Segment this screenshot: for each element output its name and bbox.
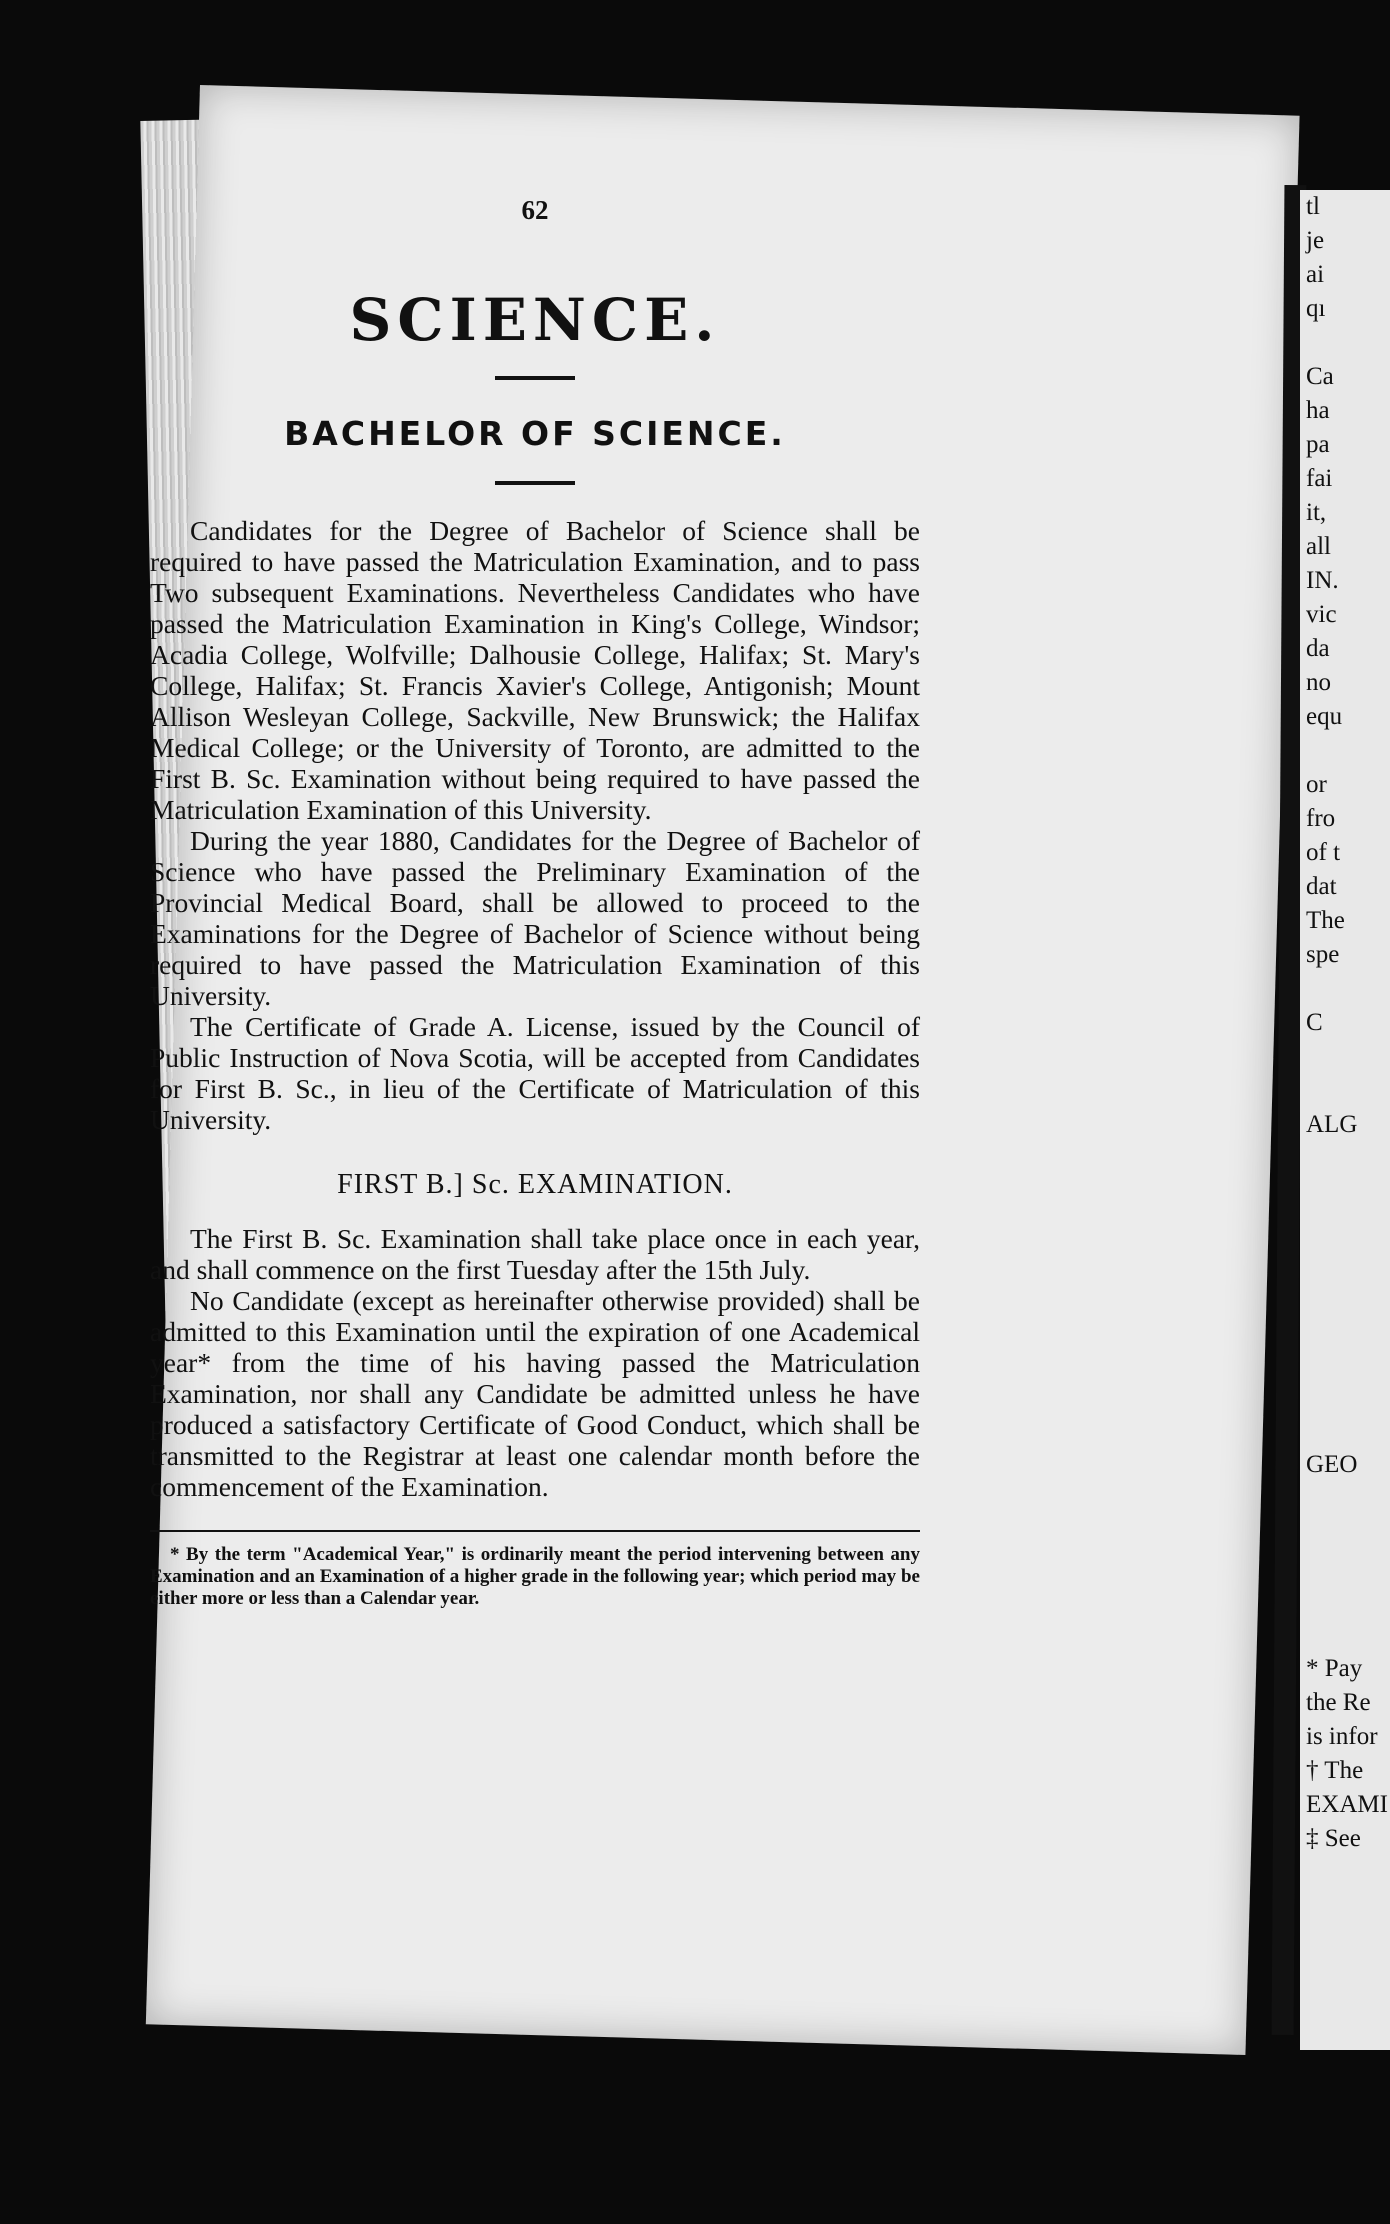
next-page-fragment: spe — [1306, 941, 1340, 968]
paragraph-2: During the year 1880, Candidates for the Degree of Bachelor of Science who have passed the Preliminary Examination of the Provincial Medical Board, shall be allowed to proceed to the Examinations for the Degree of Bachelor of Science without being required to have passed the Matriculation Examination of this University. — [150, 825, 920, 1011]
next-page-fragment: ai — [1306, 261, 1325, 288]
next-page-fragment — [1306, 1516, 1390, 1550]
next-page-fragment: the Re — [1306, 1689, 1371, 1716]
next-page-fragment — [1306, 326, 1390, 360]
next-page-fragment: is infor — [1306, 1723, 1378, 1750]
section-heading: FIRST B.] Sc. EXAMINATION. — [337, 1169, 733, 1200]
page-subtitle: BACHELOR OF SCIENCE. — [284, 414, 786, 453]
page-number: 62 — [521, 195, 549, 225]
next-page-fragment: no — [1306, 669, 1331, 696]
next-page-fragment: The — [1306, 907, 1345, 934]
next-page-fragment — [1306, 1312, 1390, 1346]
next-page-fragment: EXAMI — [1306, 1791, 1388, 1818]
footnote-rule — [150, 1530, 920, 1532]
next-page-fragment: qı — [1306, 295, 1326, 322]
next-page-fragment — [1306, 1142, 1390, 1176]
section-paragraph-1: The First B. Sc. Examination shall take place once in each year, and shall commence on the first Tuesday after the 15th July. — [150, 1223, 920, 1285]
next-page-fragment: GEO — [1306, 1451, 1358, 1478]
next-page-fragment: or — [1306, 771, 1327, 798]
next-page-fragment — [1306, 1278, 1390, 1312]
next-page-fragment: ha — [1306, 397, 1330, 424]
next-page-fragment: je — [1306, 227, 1325, 254]
next-page-fragment — [1306, 1584, 1390, 1618]
next-page-fragment: ALG — [1306, 1111, 1358, 1138]
next-page-fragment — [1306, 1176, 1390, 1210]
next-page-fragment: of t — [1306, 839, 1341, 866]
paragraph-1: Candidates for the Degree of Bachelor of Science shall be required to have passed the Matriculation Examination, and to pass Two subsequent Examinations. Nevertheless Candidates who have passed the Matriculation Examination in King's College, Windsor; Acadia College, Wolfville; Dalhousie College, Halifax; St. Mary's College, Halifax; St. Francis Xavier's College, Antigonish; Mount Allison Wesleyan College, Sackville, New Brunswick; the Halifax Medical College; or the University of Toronto, are admitted to the First B. Sc. Examination without being required to have passed the Matriculation Examination of this University. — [150, 515, 920, 825]
next-page-fragment — [1306, 1550, 1390, 1584]
footnote: * By the term "Academical Year," is ordinarily meant the period intervening between any Examination and an Examination of a higher grade in the following year; which period may be either more or less than a Calendar year. — [150, 1544, 920, 1609]
next-page-fragment — [1306, 1482, 1390, 1516]
page-text-block — [150, 195, 920, 1610]
next-page-fragment: fai — [1306, 465, 1333, 492]
next-page-fragment — [1306, 1074, 1390, 1108]
next-page-fragment — [1306, 1210, 1390, 1244]
next-page-edge — [1300, 190, 1390, 2050]
next-page-fragment: tl — [1306, 193, 1320, 220]
page-title: SCIENCE. — [349, 286, 721, 354]
next-page-fragment — [1306, 1040, 1390, 1074]
section-paragraph-2: No Candidate (except as hereinafter otherwise provided) shall be admitted to this Examination until the expiration of one Academical year* from the time of his having passed the Matriculation Examination, nor shall any Candidate be admitted unless he have produced a satisfactory Certificate of Good Conduct, which shall be transmitted to the Registrar at least one calendar month before the commencement of the Examination. — [150, 1285, 920, 1502]
next-page-fragment: † The — [1306, 1757, 1364, 1784]
next-page-fragment: da — [1306, 635, 1330, 662]
subtitle-rule — [495, 481, 575, 485]
next-page-fragment: vic — [1306, 601, 1337, 628]
next-page-fragment: Ca — [1306, 363, 1334, 390]
next-page-fragment: ‡ See — [1306, 1825, 1361, 1852]
next-page-fragment — [1306, 1618, 1390, 1652]
next-page-fragment: it, — [1306, 499, 1327, 526]
next-page-fragment: fro — [1306, 805, 1336, 832]
next-page-fragment: pa — [1306, 431, 1330, 458]
next-page-fragment: * Pay — [1306, 1655, 1363, 1682]
title-rule — [495, 376, 575, 380]
next-page-fragment — [1306, 734, 1390, 768]
next-page-fragment: IN. — [1306, 567, 1339, 594]
next-page-fragment: all — [1306, 533, 1331, 560]
next-page-fragment: equ — [1306, 703, 1343, 730]
next-page-fragment — [1306, 972, 1390, 1006]
next-page-fragment — [1306, 1346, 1390, 1380]
next-page-fragment — [1306, 1380, 1390, 1414]
next-page-fragment: dat — [1306, 873, 1337, 900]
next-page-fragment — [1306, 1244, 1390, 1278]
next-page-fragment — [1306, 1414, 1390, 1448]
next-page-fragment: C — [1306, 1009, 1323, 1036]
paragraph-3: The Certificate of Grade A. License, issued by the Council of Public Instruction of Nova Scotia, will be accepted from Candidates for First B. Sc., in lieu of the Certificate of Matriculation of this University. — [150, 1011, 920, 1135]
